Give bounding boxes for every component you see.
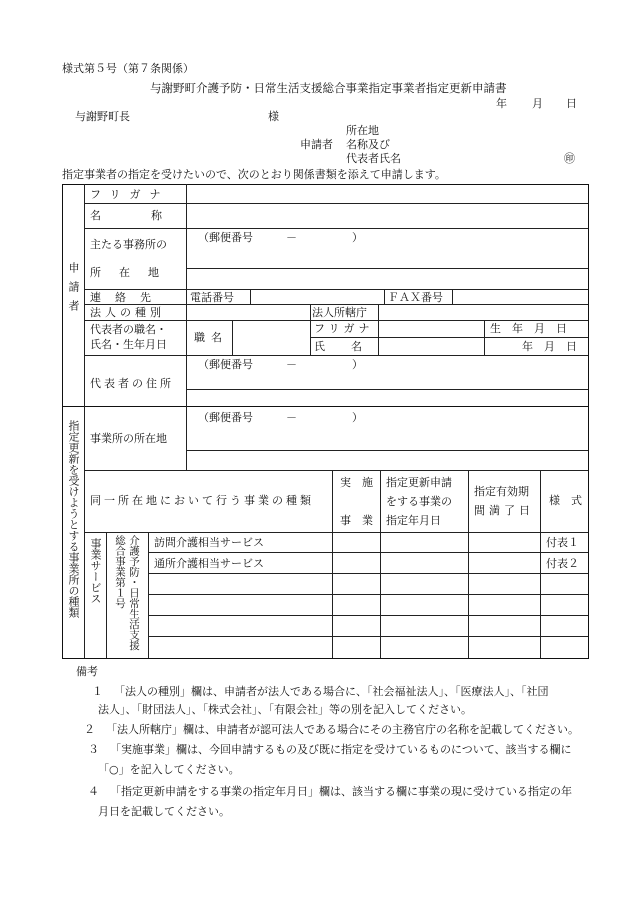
applicant-address-label: 所在地 xyxy=(346,124,379,137)
notes-title: 備考 xyxy=(76,665,98,678)
applicant-name-label: 名称及び xyxy=(346,138,390,151)
document-title: 与謝野町介護予防・日常生活支援総合事業指定事業者指定更新申請書 xyxy=(150,81,507,95)
note-text-1a: 「法人の種別」欄は、申請者が法人である場合に、「社会福祉法人」、「医療法人」、「社団 xyxy=(114,685,549,698)
format-label: 様 式 xyxy=(549,494,582,507)
date-month: 月 xyxy=(532,97,543,110)
office-postal: （郵便番号 － ） xyxy=(198,231,363,244)
note-text-4a: 「指定更新申請をする事業の指定年月日」欄は、該当する欄に事業の現に受けている指定の年 xyxy=(110,785,572,798)
contact-label: 連絡先 xyxy=(90,291,165,304)
birth-label: 生 年 月 日 xyxy=(490,322,567,335)
rep-label-1: 代表者の職名・ xyxy=(90,323,167,336)
expiry-label-1: 指定有効期 xyxy=(474,485,529,498)
note-text-3a: 「実施事業」欄は、今回申請するもの及び既に指定を受けているものについて、該当する欄に xyxy=(110,743,572,756)
implemented-label-2: 事 業 xyxy=(340,514,373,527)
fax-label: ＦＡＸ番号 xyxy=(388,291,443,304)
renew-label-1: 指定更新申請 xyxy=(386,476,452,489)
position-label: 職名 xyxy=(194,331,228,344)
rep-label-2: 氏名・生年月日 xyxy=(90,338,167,351)
addressee-name: 与謝野町長 xyxy=(75,110,130,123)
office-label-1: 主たる事務所の xyxy=(90,238,167,251)
rep-address-label: 代表者の住所 xyxy=(90,377,174,390)
office-section-label: 指定更新を受けようとする事業所の種類 xyxy=(67,420,80,618)
applicant-label: 申請者 xyxy=(300,138,333,151)
corp-authority-label: 法人所轄庁 xyxy=(312,306,367,319)
note-text-4b: 月日を記載してください。 xyxy=(98,805,230,818)
birth-date-label: 年 月 日 xyxy=(522,340,577,353)
name-label: 名称 xyxy=(90,209,212,222)
applicant-rep-label: 代表者氏名 xyxy=(346,152,401,165)
seal-mark: ㊞ xyxy=(564,152,575,165)
applicant-section-label: 申請者 xyxy=(67,262,80,319)
note-text-3b: 「○」を記入してください。 xyxy=(98,763,240,776)
rep-name-label: 氏名 xyxy=(314,340,388,353)
renew-label-3: 指定年月日 xyxy=(386,514,441,527)
implemented-label-1: 実 施 xyxy=(340,476,373,489)
rep-furigana-label: フリガナ xyxy=(314,322,374,335)
office-location-postal: （郵便番号 － ） xyxy=(198,411,363,424)
phone-label: 電話番号 xyxy=(190,291,234,304)
note-text-2: 「法人所轄庁」欄は、申請者が認可法人である場合にその主務官庁の名称を記載してください。 xyxy=(106,723,579,736)
renew-label-2: をする事業の xyxy=(386,495,452,508)
furigana-label: フリガナ xyxy=(90,188,170,201)
note-number-3: ３ xyxy=(88,743,99,756)
form-number: 様式第５号（第７条関係） xyxy=(62,62,194,75)
office-label-2: 所在地 xyxy=(90,266,177,279)
category-a-label: 事業サービス xyxy=(89,538,102,604)
note-number-1: １ xyxy=(92,685,103,698)
date-day: 日 xyxy=(566,97,577,110)
category-b-label: 介護予防・日常生活支援総合事業第１号 xyxy=(114,535,140,651)
same-location-label: 同一所在地において行う事業の種類 xyxy=(90,494,314,507)
date-year: 年 xyxy=(496,97,507,110)
service-name-1: 訪問介護相当サービス xyxy=(154,536,264,549)
expiry-label-2: 間満了日 xyxy=(474,504,534,517)
office-location-label: 事業所の所在地 xyxy=(90,432,167,445)
service-format-2: 付表２ xyxy=(546,557,579,570)
addressee-honorific: 様 xyxy=(268,110,279,123)
note-text-1b: 法人」、「財団法人」、「株式会社」、「有限会社」等の別を記入してください。 xyxy=(98,703,472,716)
note-number-4: ４ xyxy=(88,785,99,798)
rep-postal: （郵便番号 － ） xyxy=(198,358,363,371)
service-name-2: 通所介護相当サービス xyxy=(154,557,264,570)
intro-text: 指定事業者の指定を受けたいので、次のとおり関係書類を添えて申請します。 xyxy=(62,168,446,181)
service-format-1: 付表１ xyxy=(546,536,579,549)
corp-type-label: 法人の種別 xyxy=(90,306,165,319)
note-number-2: ２ xyxy=(84,723,95,736)
